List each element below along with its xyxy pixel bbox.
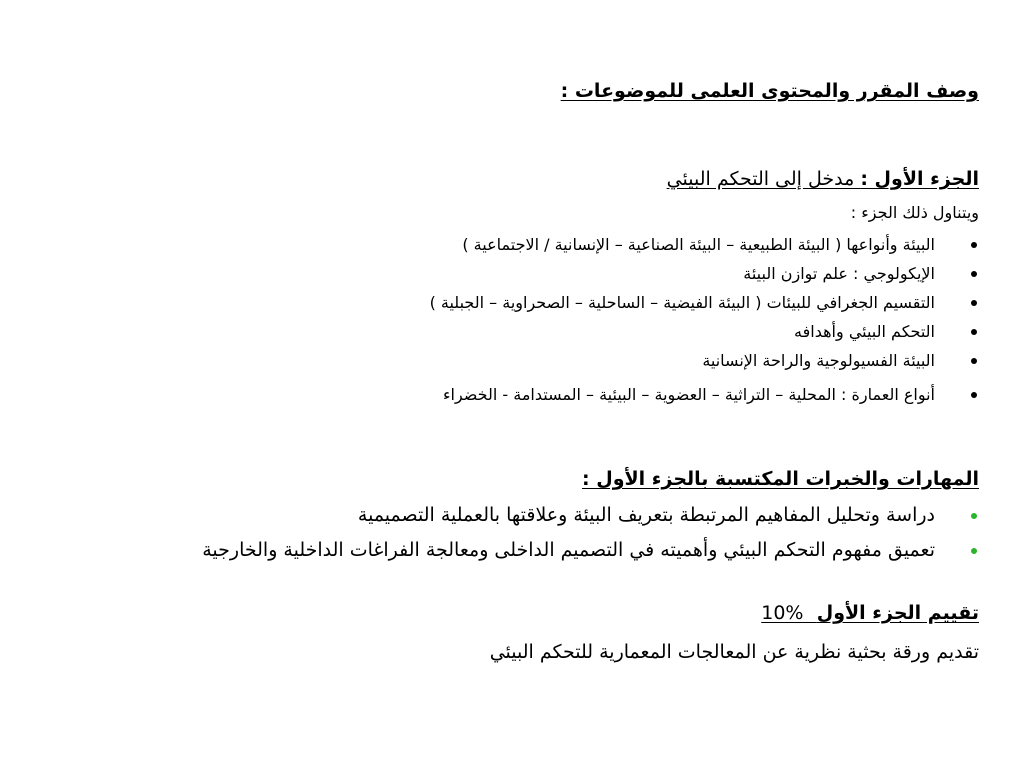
evaluation-text: تقديم ورقة بحثية نظرية عن المعالجات المعمارية للتحكم البيئي <box>489 641 979 663</box>
skills-heading: المهارات والخبرات المكتسبة بالجزء الأول : <box>582 468 979 490</box>
list-item <box>430 288 979 317</box>
bullet-icon <box>971 329 977 335</box>
evaluation-label: تقييم الجزء الأول <box>816 602 979 624</box>
bullet-icon <box>971 242 977 248</box>
bullet-icon <box>971 300 977 306</box>
bullet-icon <box>971 513 977 519</box>
evaluation-heading <box>761 602 979 625</box>
skills-list <box>202 498 979 568</box>
list-item <box>202 533 979 568</box>
list-item <box>430 259 979 288</box>
list-item <box>430 346 979 375</box>
list-item-text: تعميق مفهوم التحكم البيئي وأهميته في التصميم الداخلى ومعالجة الفراغات الداخلية والخارجية <box>202 539 935 561</box>
bullet-icon <box>971 392 977 398</box>
list-item-text: التحكم البيئي وأهدافه <box>794 322 935 341</box>
evaluation-percent: 10% <box>761 602 804 624</box>
list-item <box>430 230 979 259</box>
list-item-text: التقسيم الجغرافي للبيئات ( البيئة الفيضية – الساحلية – الصحراوية – الجبلية ) <box>429 293 935 312</box>
list-item-text: أنواع العمارة : المحلية – التراثية – العضوية – البيئية – المستدامة - الخضراء <box>443 385 935 404</box>
list-item-text: البيئة وأنواعها ( البيئة الطبيعية – البيئة الصناعية – الإنسانية / الاجتماعية ) <box>462 235 935 254</box>
list-item <box>430 380 979 409</box>
list-item-text: دراسة وتحليل المفاهيم المرتبطة بتعريف البيئة وعلاقتها بالعملية التصميمية <box>357 504 935 526</box>
list-item-text: البيئة الفسيولوجية والراحة الإنسانية <box>702 351 935 370</box>
bullet-icon <box>971 548 977 554</box>
part1-intro: ويتناول ذلك الجزء : <box>850 203 979 222</box>
part1-topics-list <box>430 230 979 409</box>
page-title: وصف المقرر والمحتوى العلمى للموضوعات : <box>560 80 979 102</box>
list-item <box>202 498 979 533</box>
part1-heading <box>667 168 979 191</box>
part1-label: الجزء الأول : <box>860 168 979 190</box>
bullet-icon <box>971 358 977 364</box>
list-item <box>430 317 979 346</box>
part1-topic: مدخل إلى التحكم البيئي <box>666 168 861 190</box>
bullet-icon <box>971 271 977 277</box>
list-item-text: الإيكولوجي : علم توازن البيئة <box>743 264 935 283</box>
